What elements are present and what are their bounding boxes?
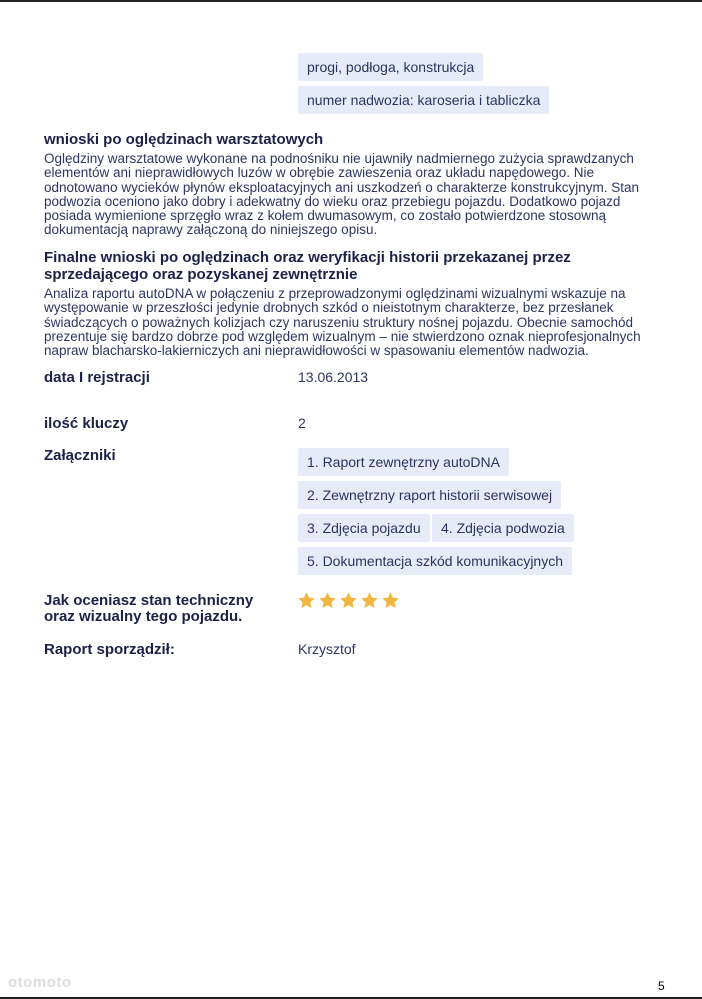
final-conclusions-text: Analiza raportu autoDNA w połączeniu z przeprowadzonymi oględzinami wizualnymi wskazuje na występowanie w przeszłości jedynie drobnych szkód o nieistotnym charakterze, bez przesłanek świadczących o poważnych kolizjach czy naruszeniu struktury nośnej pojazdu. Obecnie samochód prezentuje się bardzo dobrze pod względem wizualnym – nie stwierdzono oznak nieprofesjonalnych napraw blacharsko-lakierniczych ani nieprawidłowości w spasowaniu elementów nadwozia. xyxy=(44,286,641,359)
attachment-5[interactable]: 5. Dokumentacja szkód komunikacyjnych xyxy=(298,547,572,575)
star-icon xyxy=(360,591,379,610)
registration-label: data I rejstracji xyxy=(44,369,150,386)
attachment-4[interactable]: 4. Zdjęcia podwozia xyxy=(432,514,574,542)
tag-floor: progi, podłoga, konstrukcja xyxy=(298,53,483,81)
attachment-3[interactable]: 3. Zdjęcia pojazdu xyxy=(298,514,430,542)
workshop-conclusions-text: Oględziny warsztatowe wykonane na podnośniku nie ujawniły nadmiernego zużycia sprawdzanych elementów ani nieprawidłowych luzów w obrębie zawieszenia oraz układu napędowego. Nie odnotowano wycieków płynów eksploatacyjnych ani uszkodzeń o charakterze konstrukcyjnym. Stan podwozia oceniono jako dobry i adekwatny do wieku oraz przebiegu pojazdu. Dodatkowo pojazd posiada wymienione sprzęgło wraz z kołem dwumasowym, co zostało potwierdzone stosowną dokumentacją naprawy załączoną do niniejszego opisu. xyxy=(44,151,640,238)
final-conclusions-title: Finalne wnioski po oględzinach oraz weryfikacji historii przekazanej przez sprzedającego oraz pozyskanej zewnętrznie xyxy=(44,249,571,283)
tag-vin: numer nadwozia: karoseria i tabliczka xyxy=(298,86,549,114)
workshop-conclusions-title: wnioski po oględzinach warsztatowych xyxy=(44,131,324,148)
attachments-label: Załączniki xyxy=(44,447,116,464)
attachment-2[interactable]: 2. Zewnętrzny raport historii serwisowej xyxy=(298,481,561,509)
author-label: Raport sporządził: xyxy=(44,641,175,658)
rating-label: Jak oceniasz stan techniczny oraz wizualny tego pojazdu. xyxy=(44,592,254,625)
keys-value: 2 xyxy=(298,415,306,431)
attachment-1[interactable]: 1. Raport zewnętrzny autoDNA xyxy=(298,448,509,476)
star-icon xyxy=(297,591,316,610)
star-icon xyxy=(318,591,337,610)
star-icon xyxy=(381,591,400,610)
rating-stars xyxy=(297,591,400,610)
page-number: 5 xyxy=(658,979,665,993)
top-border xyxy=(0,0,702,2)
author-value: Krzysztof xyxy=(298,641,356,657)
keys-label: ilość kluczy xyxy=(44,415,129,432)
star-icon xyxy=(339,591,358,610)
watermark-logo: otomoto xyxy=(8,974,72,991)
registration-value: 13.06.2013 xyxy=(298,369,369,385)
